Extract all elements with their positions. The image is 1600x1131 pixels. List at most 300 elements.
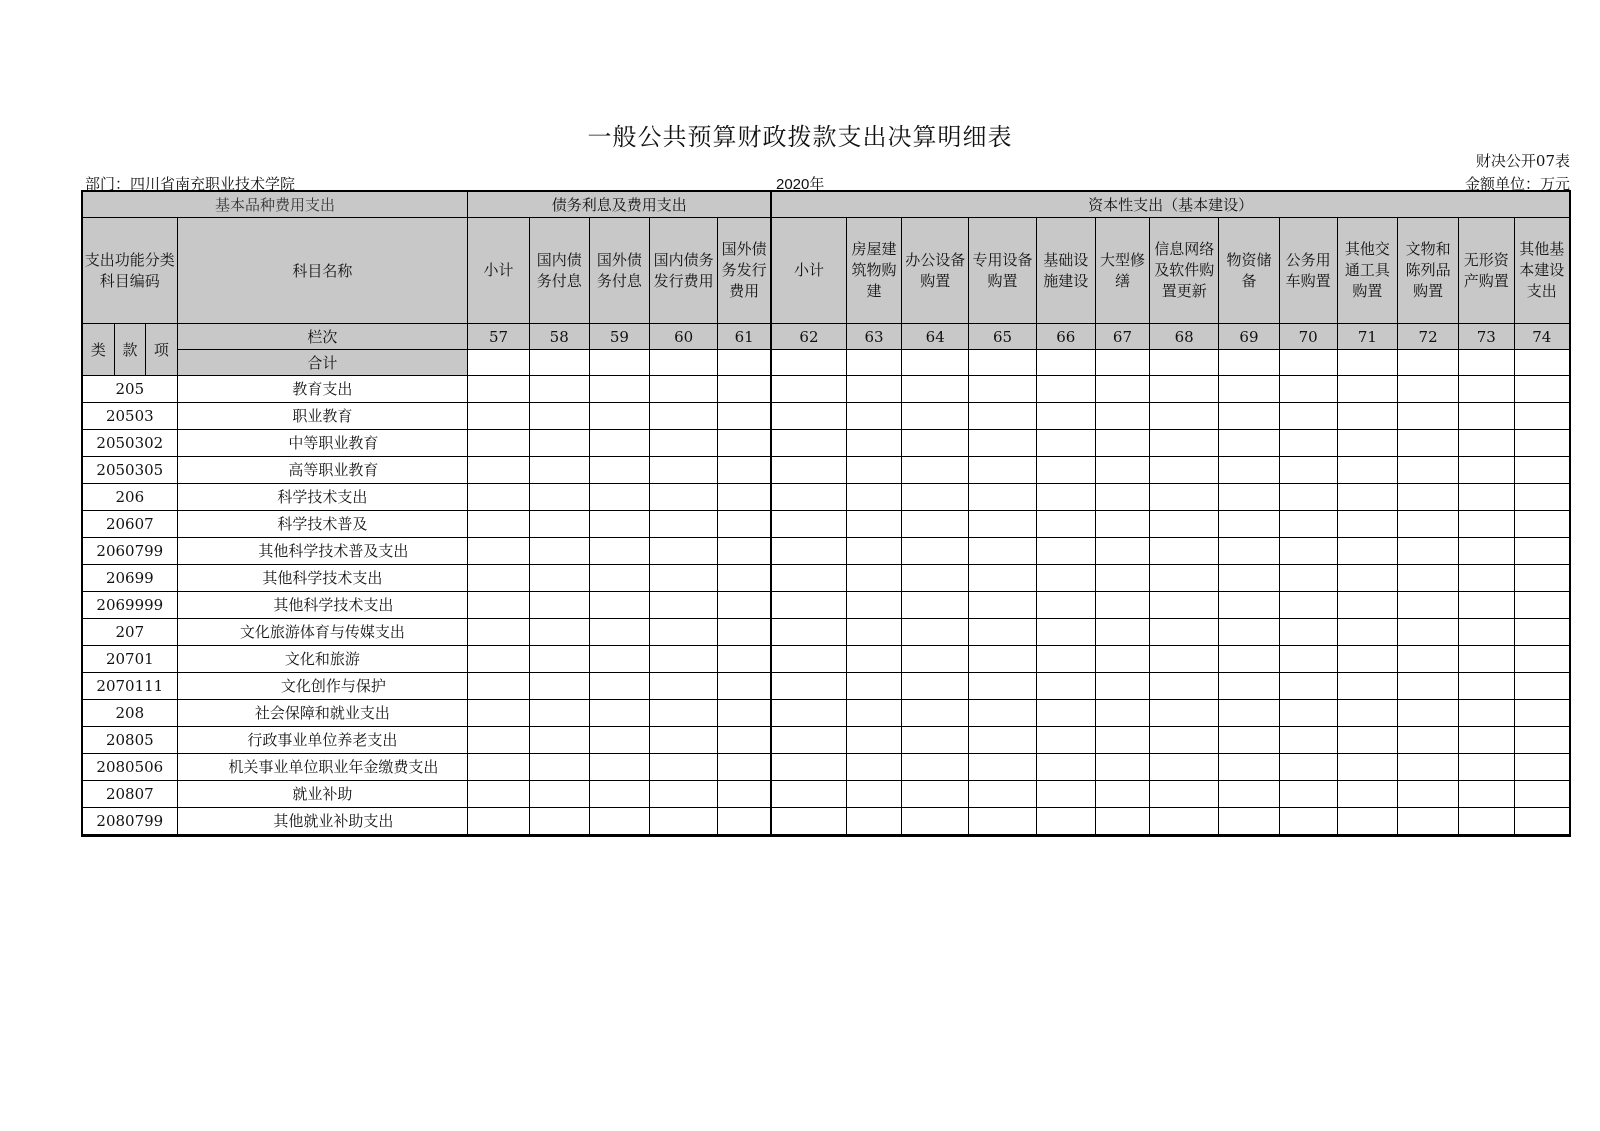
value-cell	[468, 565, 530, 592]
row-code: 205	[82, 376, 177, 403]
value-cell	[771, 754, 846, 781]
value-cell	[650, 754, 718, 781]
value-cell	[1337, 457, 1398, 484]
value-cell	[1150, 430, 1219, 457]
value-cell	[650, 808, 718, 836]
value-cell	[1337, 538, 1398, 565]
value-cell	[1219, 700, 1280, 727]
value-cell	[1036, 430, 1095, 457]
unit-label: 金额单位：万元	[1464, 175, 1570, 193]
value-cell	[1398, 700, 1459, 727]
value-cell	[1150, 457, 1219, 484]
value-cell	[1150, 808, 1219, 836]
table-row	[82, 403, 1570, 430]
value-cell	[1036, 484, 1095, 511]
value-cell	[589, 700, 650, 727]
value-cell	[1398, 619, 1459, 646]
total-cell	[771, 350, 846, 376]
value-cell	[1279, 646, 1337, 673]
column-number-row	[82, 324, 1570, 350]
value-cell	[1398, 457, 1459, 484]
value-cell	[1219, 511, 1280, 538]
value-cell	[1398, 754, 1459, 781]
column-number-3: 60	[650, 324, 718, 350]
value-cell	[1279, 565, 1337, 592]
value-cell	[1036, 403, 1095, 430]
value-cell	[1458, 619, 1514, 646]
value-cell	[902, 457, 969, 484]
year-label: 2020年	[776, 176, 825, 193]
value-cell	[846, 484, 902, 511]
table-row	[82, 538, 1570, 565]
value-cell	[468, 808, 530, 836]
value-cell	[468, 430, 530, 457]
total-cell	[846, 350, 902, 376]
value-cell	[1337, 619, 1398, 646]
value-cell	[1337, 700, 1398, 727]
table-row	[82, 727, 1570, 754]
value-cell	[1337, 565, 1398, 592]
table-row	[82, 376, 1570, 403]
column-header-11: 信息网络及软件购置更新	[1150, 218, 1219, 324]
total-cell	[650, 350, 718, 376]
value-cell	[771, 403, 846, 430]
table-row	[82, 781, 1570, 808]
value-cell	[1337, 430, 1398, 457]
value-cell	[1398, 376, 1459, 403]
value-cell	[846, 700, 902, 727]
value-cell	[1150, 376, 1219, 403]
value-cell	[529, 403, 589, 430]
value-cell	[1514, 646, 1570, 673]
value-cell	[1219, 376, 1280, 403]
value-cell	[1150, 781, 1219, 808]
value-cell	[650, 700, 718, 727]
row-code: 2050305	[82, 457, 177, 484]
value-cell	[1095, 403, 1150, 430]
column-number-11: 68	[1150, 324, 1219, 350]
value-cell	[1095, 646, 1150, 673]
value-cell	[529, 619, 589, 646]
value-cell	[1458, 808, 1514, 836]
value-cell	[1337, 592, 1398, 619]
column-number-5: 62	[771, 324, 846, 350]
value-cell	[902, 592, 969, 619]
value-cell	[1095, 727, 1150, 754]
total-cell	[589, 350, 650, 376]
value-cell	[969, 565, 1037, 592]
value-cell	[1219, 403, 1280, 430]
value-cell	[1095, 538, 1150, 565]
code-header: 支出功能分类科目编码	[82, 218, 177, 324]
value-cell	[1095, 565, 1150, 592]
value-cell	[468, 457, 530, 484]
row-name: 其他科学技术支出	[177, 592, 468, 619]
value-cell	[718, 781, 772, 808]
table-row	[82, 592, 1570, 619]
value-cell	[771, 727, 846, 754]
value-cell	[771, 484, 846, 511]
value-cell	[1279, 727, 1337, 754]
value-cell	[468, 403, 530, 430]
total-row	[82, 350, 1570, 376]
value-cell	[1036, 808, 1095, 836]
value-cell	[589, 430, 650, 457]
row-code: 208	[82, 700, 177, 727]
row-code: 20503	[82, 403, 177, 430]
value-cell	[1514, 619, 1570, 646]
row-name: 社会保障和就业支出	[177, 700, 468, 727]
value-cell	[1458, 781, 1514, 808]
value-cell	[589, 376, 650, 403]
row-code: 20805	[82, 727, 177, 754]
row-name: 高等职业教育	[177, 457, 468, 484]
total-cell	[1337, 350, 1398, 376]
value-cell	[589, 484, 650, 511]
value-cell	[846, 403, 902, 430]
value-cell	[1458, 565, 1514, 592]
value-cell	[650, 376, 718, 403]
lei-header: 类	[82, 324, 114, 376]
value-cell	[1279, 403, 1337, 430]
value-cell	[1279, 430, 1337, 457]
value-cell	[650, 430, 718, 457]
value-cell	[718, 511, 772, 538]
value-cell	[1337, 646, 1398, 673]
value-cell	[771, 646, 846, 673]
value-cell	[589, 565, 650, 592]
value-cell	[902, 646, 969, 673]
value-cell	[529, 457, 589, 484]
value-cell	[468, 673, 530, 700]
total-cell	[529, 350, 589, 376]
column-header-4: 国外债务发行费用	[718, 218, 772, 324]
value-cell	[1150, 673, 1219, 700]
value-cell	[1279, 754, 1337, 781]
table-row	[82, 619, 1570, 646]
row-name: 就业补助	[177, 781, 468, 808]
value-cell	[529, 376, 589, 403]
value-cell	[1398, 511, 1459, 538]
row-name: 文化和旅游	[177, 646, 468, 673]
value-cell	[468, 619, 530, 646]
value-cell	[1398, 565, 1459, 592]
value-cell	[468, 781, 530, 808]
value-cell	[650, 565, 718, 592]
value-cell	[1458, 484, 1514, 511]
value-cell	[969, 754, 1037, 781]
table-row	[82, 484, 1570, 511]
value-cell	[1150, 511, 1219, 538]
value-cell	[1458, 754, 1514, 781]
table-number: 财决公开07表	[1475, 152, 1570, 170]
department-label: 部门：四川省南充职业技术学院	[85, 175, 296, 193]
total-cell	[902, 350, 969, 376]
value-cell	[1279, 700, 1337, 727]
value-cell	[589, 727, 650, 754]
value-cell	[468, 538, 530, 565]
value-cell	[1458, 376, 1514, 403]
table-row	[82, 700, 1570, 727]
name-header: 科目名称	[177, 218, 468, 324]
value-cell	[902, 727, 969, 754]
value-cell	[1337, 754, 1398, 781]
column-header-1: 国内债务付息	[529, 218, 589, 324]
value-cell	[650, 727, 718, 754]
value-cell	[529, 646, 589, 673]
lanci-label: 栏次	[177, 324, 468, 350]
value-cell	[468, 700, 530, 727]
column-number-16: 73	[1458, 324, 1514, 350]
row-name: 文化创作与保护	[177, 673, 468, 700]
column-number-4: 61	[718, 324, 772, 350]
value-cell	[846, 457, 902, 484]
column-number-12: 69	[1219, 324, 1280, 350]
column-number-10: 67	[1095, 324, 1150, 350]
value-cell	[1036, 754, 1095, 781]
value-cell	[529, 754, 589, 781]
value-cell	[1219, 646, 1280, 673]
value-cell	[846, 727, 902, 754]
value-cell	[1514, 565, 1570, 592]
value-cell	[589, 457, 650, 484]
column-header-3: 国内债务发行费用	[650, 218, 718, 324]
total-cell	[468, 350, 530, 376]
total-cell	[969, 350, 1037, 376]
column-header-9: 基础设施建设	[1036, 218, 1095, 324]
row-code: 20807	[82, 781, 177, 808]
value-cell	[1279, 781, 1337, 808]
value-cell	[589, 781, 650, 808]
row-name: 文化旅游体育与传媒支出	[177, 619, 468, 646]
value-cell	[902, 754, 969, 781]
value-cell	[1279, 457, 1337, 484]
row-code: 2060799	[82, 538, 177, 565]
value-cell	[1150, 592, 1219, 619]
value-cell	[1458, 673, 1514, 700]
value-cell	[1150, 484, 1219, 511]
value-cell	[846, 781, 902, 808]
value-cell	[1036, 592, 1095, 619]
value-cell	[1279, 511, 1337, 538]
value-cell	[718, 538, 772, 565]
value-cell	[771, 511, 846, 538]
value-cell	[902, 538, 969, 565]
value-cell	[650, 403, 718, 430]
row-name: 教育支出	[177, 376, 468, 403]
value-cell	[529, 565, 589, 592]
value-cell	[1036, 727, 1095, 754]
value-cell	[1150, 565, 1219, 592]
value-cell	[1219, 457, 1280, 484]
value-cell	[969, 484, 1037, 511]
value-cell	[1095, 376, 1150, 403]
value-cell	[1458, 457, 1514, 484]
column-number-9: 66	[1036, 324, 1095, 350]
row-name: 其他就业补助支出	[177, 808, 468, 836]
column-number-14: 71	[1337, 324, 1398, 350]
row-code: 20701	[82, 646, 177, 673]
value-cell	[1036, 376, 1095, 403]
row-name: 科学技术支出	[177, 484, 468, 511]
value-cell	[1279, 592, 1337, 619]
column-header-6: 房屋建筑物购建	[846, 218, 902, 324]
value-cell	[589, 673, 650, 700]
value-cell	[718, 700, 772, 727]
value-cell	[902, 565, 969, 592]
value-cell	[1279, 538, 1337, 565]
value-cell	[1095, 457, 1150, 484]
value-cell	[468, 511, 530, 538]
value-cell	[1219, 673, 1280, 700]
value-cell	[468, 727, 530, 754]
value-cell	[1398, 808, 1459, 836]
value-cell	[1219, 484, 1280, 511]
value-cell	[650, 592, 718, 619]
row-code: 206	[82, 484, 177, 511]
value-cell	[718, 619, 772, 646]
value-cell	[1398, 727, 1459, 754]
value-cell	[1514, 592, 1570, 619]
value-cell	[529, 592, 589, 619]
value-cell	[1398, 430, 1459, 457]
row-code: 2080506	[82, 754, 177, 781]
value-cell	[529, 700, 589, 727]
value-cell	[846, 592, 902, 619]
value-cell	[771, 781, 846, 808]
value-cell	[589, 619, 650, 646]
value-cell	[1398, 484, 1459, 511]
value-cell	[1337, 376, 1398, 403]
value-cell	[771, 376, 846, 403]
value-cell	[902, 430, 969, 457]
value-cell	[771, 700, 846, 727]
value-cell	[969, 619, 1037, 646]
xiang-header: 项	[146, 324, 177, 376]
table-row	[82, 565, 1570, 592]
value-cell	[718, 754, 772, 781]
value-cell	[1036, 700, 1095, 727]
column-number-1: 58	[529, 324, 589, 350]
value-cell	[1095, 781, 1150, 808]
value-cell	[846, 430, 902, 457]
value-cell	[1398, 673, 1459, 700]
value-cell	[902, 619, 969, 646]
value-cell	[718, 457, 772, 484]
value-cell	[1514, 511, 1570, 538]
value-cell	[1219, 430, 1280, 457]
column-header-row	[82, 218, 1570, 324]
value-cell	[771, 619, 846, 646]
value-cell	[718, 565, 772, 592]
value-cell	[1279, 376, 1337, 403]
value-cell	[969, 727, 1037, 754]
column-number-8: 65	[969, 324, 1037, 350]
value-cell	[1150, 619, 1219, 646]
group-header-row	[82, 191, 1570, 218]
value-cell	[650, 457, 718, 484]
value-cell	[1095, 700, 1150, 727]
row-code: 2080799	[82, 808, 177, 836]
column-header-5: 小计	[771, 218, 846, 324]
row-name: 职业教育	[177, 403, 468, 430]
value-cell	[1150, 538, 1219, 565]
value-cell	[902, 376, 969, 403]
value-cell	[1458, 727, 1514, 754]
value-cell	[969, 376, 1037, 403]
value-cell	[589, 538, 650, 565]
value-cell	[529, 673, 589, 700]
value-cell	[1279, 808, 1337, 836]
table-row	[82, 511, 1570, 538]
value-cell	[1514, 538, 1570, 565]
value-cell	[1095, 592, 1150, 619]
value-cell	[1095, 619, 1150, 646]
value-cell	[589, 646, 650, 673]
value-cell	[1458, 700, 1514, 727]
value-cell	[969, 673, 1037, 700]
value-cell	[1514, 484, 1570, 511]
column-header-2: 国外债务付息	[589, 218, 650, 324]
value-cell	[771, 565, 846, 592]
kuan-header: 款	[114, 324, 145, 376]
group-capital-expenditure: 资本性支出（基本建设）	[771, 191, 1570, 218]
value-cell	[718, 646, 772, 673]
total-cell	[718, 350, 772, 376]
value-cell	[1458, 430, 1514, 457]
value-cell	[1150, 646, 1219, 673]
value-cell	[589, 511, 650, 538]
column-header-13: 公务用车购置	[1279, 218, 1337, 324]
value-cell	[1219, 538, 1280, 565]
value-cell	[468, 592, 530, 619]
group-debt-interest: 债务利息及费用支出	[468, 191, 772, 218]
row-name: 科学技术普及	[177, 511, 468, 538]
column-header-8: 专用设备购置	[969, 218, 1037, 324]
value-cell	[1458, 511, 1514, 538]
table-row	[82, 646, 1570, 673]
value-cell	[1514, 673, 1570, 700]
value-cell	[1150, 754, 1219, 781]
value-cell	[1036, 781, 1095, 808]
tiny-header-label: 基本品种费用支出	[82, 191, 468, 218]
value-cell	[1279, 673, 1337, 700]
value-cell	[1514, 457, 1570, 484]
value-cell	[1458, 646, 1514, 673]
row-code: 20607	[82, 511, 177, 538]
row-code: 2069999	[82, 592, 177, 619]
row-name: 中等职业教育	[177, 430, 468, 457]
table-row	[82, 430, 1570, 457]
total-cell	[1514, 350, 1570, 376]
value-cell	[529, 430, 589, 457]
value-cell	[969, 592, 1037, 619]
value-cell	[1514, 808, 1570, 836]
value-cell	[1337, 673, 1398, 700]
column-number-0: 57	[468, 324, 530, 350]
column-header-16: 无形资产购置	[1458, 218, 1514, 324]
value-cell	[589, 592, 650, 619]
value-cell	[771, 457, 846, 484]
value-cell	[1514, 376, 1570, 403]
value-cell	[1398, 646, 1459, 673]
value-cell	[1036, 538, 1095, 565]
value-cell	[902, 700, 969, 727]
value-cell	[969, 430, 1037, 457]
row-name: 其他科学技术普及支出	[177, 538, 468, 565]
total-cell	[1150, 350, 1219, 376]
value-cell	[718, 376, 772, 403]
